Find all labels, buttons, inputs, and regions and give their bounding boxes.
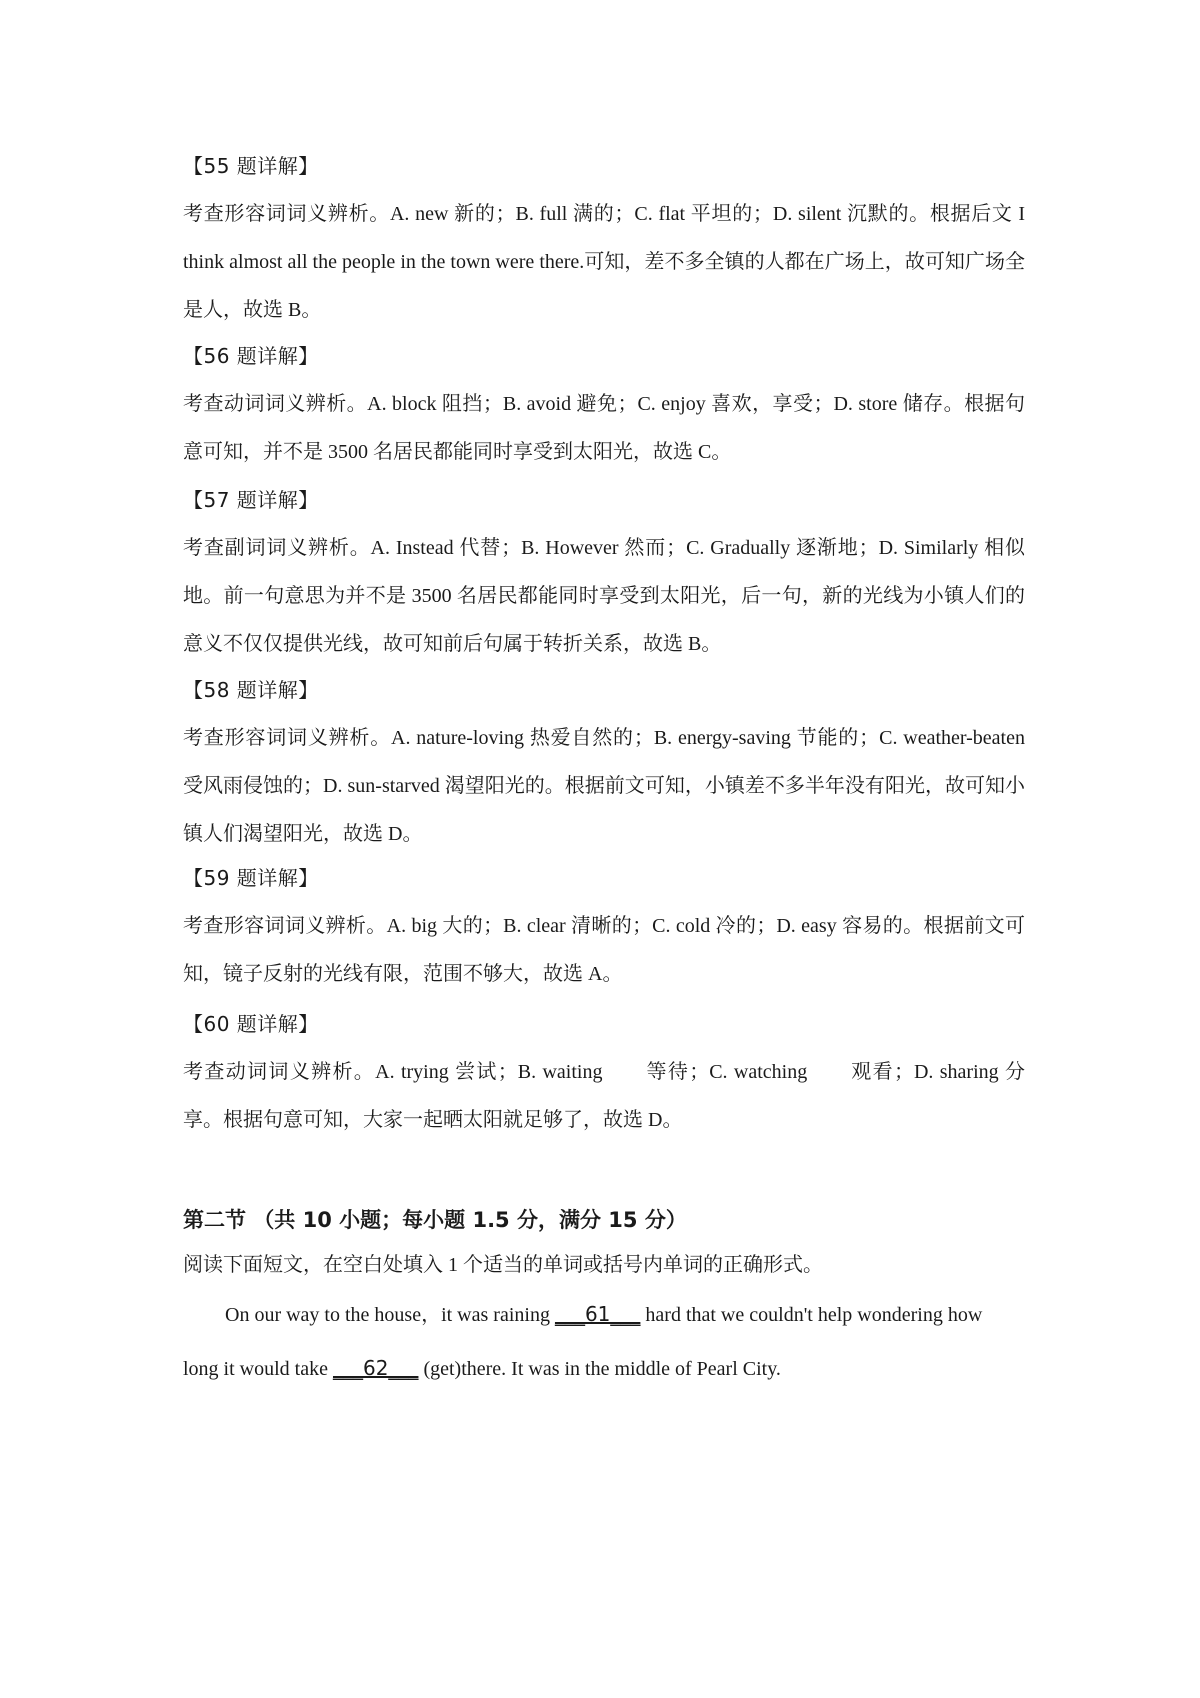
passage-line-2 — [183, 1356, 1025, 1381]
explanation-text-60: 考查动词词义辨析。A. trying 尝试；B. waiting 等待；C. watching 观看；D. sharing 分享。根据句意可知，大家一起晒太阳就足够了，故选 D。 — [183, 1061, 1025, 1131]
passage-text: hard that we couldn't help wondering how — [640, 1304, 983, 1326]
explanation-text-56: 考查动词词义辨析。A. block 阻挡；B. avoid 避免；C. enjoy 喜欢，享受；D. store 储存。根据句意可知，并不是 3500 名居民都能同时享受到太阳光，故选 C。 — [183, 393, 1025, 463]
question-heading-57: 【57 题详解】 — [183, 488, 319, 512]
question-heading-58: 【58 题详解】 — [183, 678, 319, 702]
question-heading-56: 【56 题详解】 — [183, 344, 319, 368]
question-heading-55: 【55 题详解】 — [183, 154, 319, 178]
section-instruction: 阅读下面短文，在空白处填入 1 个适当的单词或括号内单词的正确形式。 — [183, 1254, 823, 1276]
passage-text: long it would take — [183, 1358, 333, 1380]
blank-62: ___62___ — [332, 1356, 419, 1380]
explanation-text-57: 考查副词词义辨析。A. Instead 代替；B. However 然而；C. Gradually 逐渐地；D. Similarly 相似地。前一句意思为并不是 3500 名居民都能同时享受到太阳光，后一句，新的光线为小镇人们的意义不仅仅提供光线，故可知前后句属于转折关系，故选 B。 — [183, 537, 1025, 655]
question-heading-60: 【60 题详解】 — [183, 1012, 319, 1036]
blank-61: ___61___ — [554, 1302, 641, 1326]
explanation-text-59: 考查形容词词义辨析。A. big 大的；B. clear 清晰的；C. cold 冷的；D. easy 容易的。根据前文可知，镜子反射的光线有限，范围不够大，故选 A。 — [183, 915, 1025, 985]
question-heading-59: 【59 题详解】 — [183, 866, 319, 890]
explanation-text-58: 考查形容词词义辨析。A. nature-loving 热爱自然的；B. energy-saving 节能的；C. weather-beaten 受风雨侵蚀的；D. sun-starved 渴望阳光的。根据前文可知，小镇差不多半年没有阳光，故可知小镇人们渴望阳光，故选 D。 — [183, 727, 1025, 845]
passage-text: (get)there. It was in the middle of Pearl City. — [418, 1358, 781, 1380]
explanation-text-55: 考查形容词词义辨析。A. new 新的；B. full 满的；C. flat 平坦的；D. silent 沉默的。根据后文 I think almost all the people in the town were there.可知，差不多全镇的人都在广场上，故可知广场全是人，故选 B。 — [183, 203, 1025, 321]
section-title: 第二节 （共 10 小题；每小题 1.5 分，满分 15 分） — [183, 1208, 687, 1232]
passage-line-1 — [183, 1298, 1067, 1327]
passage-text: On our way to the house，it was raining — [225, 1304, 555, 1326]
